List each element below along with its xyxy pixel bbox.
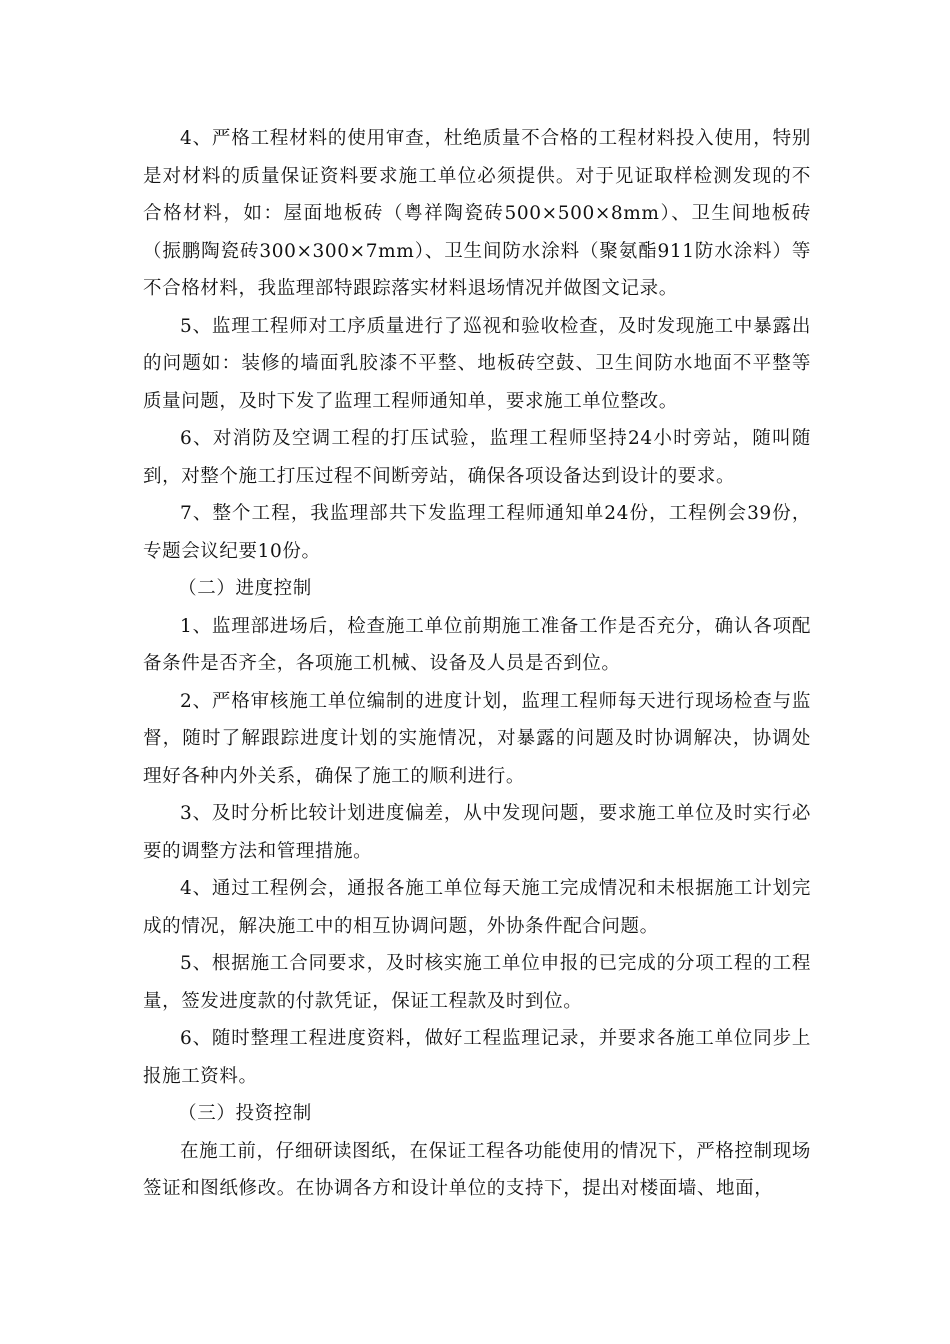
- section-heading-investment: （三）投资控制: [178, 1103, 312, 1124]
- schedule-item-1: 1、监理部进场后，检查施工单位前期施工准备工作是否充分，确认各项配备条件是否齐全，各项施工机械、设备及人员是否到位。: [143, 615, 811, 674]
- schedule-item-6: 6、随时整理工程进度资料，做好工程监理记录，并要求各施工单位同步上报施工资料。: [143, 1028, 811, 1087]
- investment-paragraph: 在施工前，仔细研读图纸，在保证工程各功能使用的情况下，严格控制现场签证和图纸修改。在协调各方和设计单位的支持下，提出对楼面墙、地面，: [143, 1140, 811, 1199]
- quality-item-5: 5、监理工程师对工序质量进行了巡视和验收检查，及时发现施工中暴露出的问题如：装修的墙面乳胶漆不平整、地板砖空鼓、卫生间防水地面不平整等质量问题，及时下发了监理工程师通知单，要求施工单位整改。: [143, 315, 811, 412]
- section-heading-schedule: （二）进度控制: [178, 578, 312, 599]
- quality-item-6: 6、对消防及空调工程的打压试验，监理工程师坚持24小时旁站，随叫随到，对整个施工打压过程不间断旁站，确保各项设备达到设计的要求。: [143, 428, 811, 487]
- quality-item-4: 4、严格工程材料的使用审查，杜绝质量不合格的工程材料投入使用，特别是对材料的质量保证资料要求施工单位必须提供。对于见证取样检测发现的不合格材料，如：屋面地板砖（粤祥陶瓷砖500×500×8mm）、卫生间地板砖（振鹏陶瓷砖300×300×7mm）、卫生间防水涂料（聚氨酯911防水涂料）等不合格材料，我监理部特跟踪落实材料退场情况并做图文记录。: [143, 128, 811, 299]
- schedule-item-2: 2、严格审核施工单位编制的进度计划，监理工程师每天进行现场检查与监督，随时了解跟踪进度计划的实施情况，对暴露的问题及时协调解决，协调处理好各种内外关系，确保了施工的顺利进行。: [143, 690, 811, 787]
- schedule-item-5: 5、根据施工合同要求，及时核实施工单位申报的已完成的分项工程的工程量，签发进度款的付款凭证，保证工程款及时到位。: [143, 953, 811, 1012]
- quality-item-7: 7、整个工程，我监理部共下发监理工程师通知单24份，工程例会39份，专题会议纪要10份。: [143, 503, 811, 562]
- schedule-item-4: 4、通过工程例会，通报各施工单位每天施工完成情况和未根据施工计划完成的情况，解决施工中的相互协调问题，外协条件配合问题。: [143, 878, 811, 937]
- schedule-item-3: 3、及时分析比较计划进度偏差，从中发现问题，要求施工单位及时实行必要的调整方法和管理措施。: [143, 803, 811, 862]
- document-page: [143, 120, 811, 1208]
